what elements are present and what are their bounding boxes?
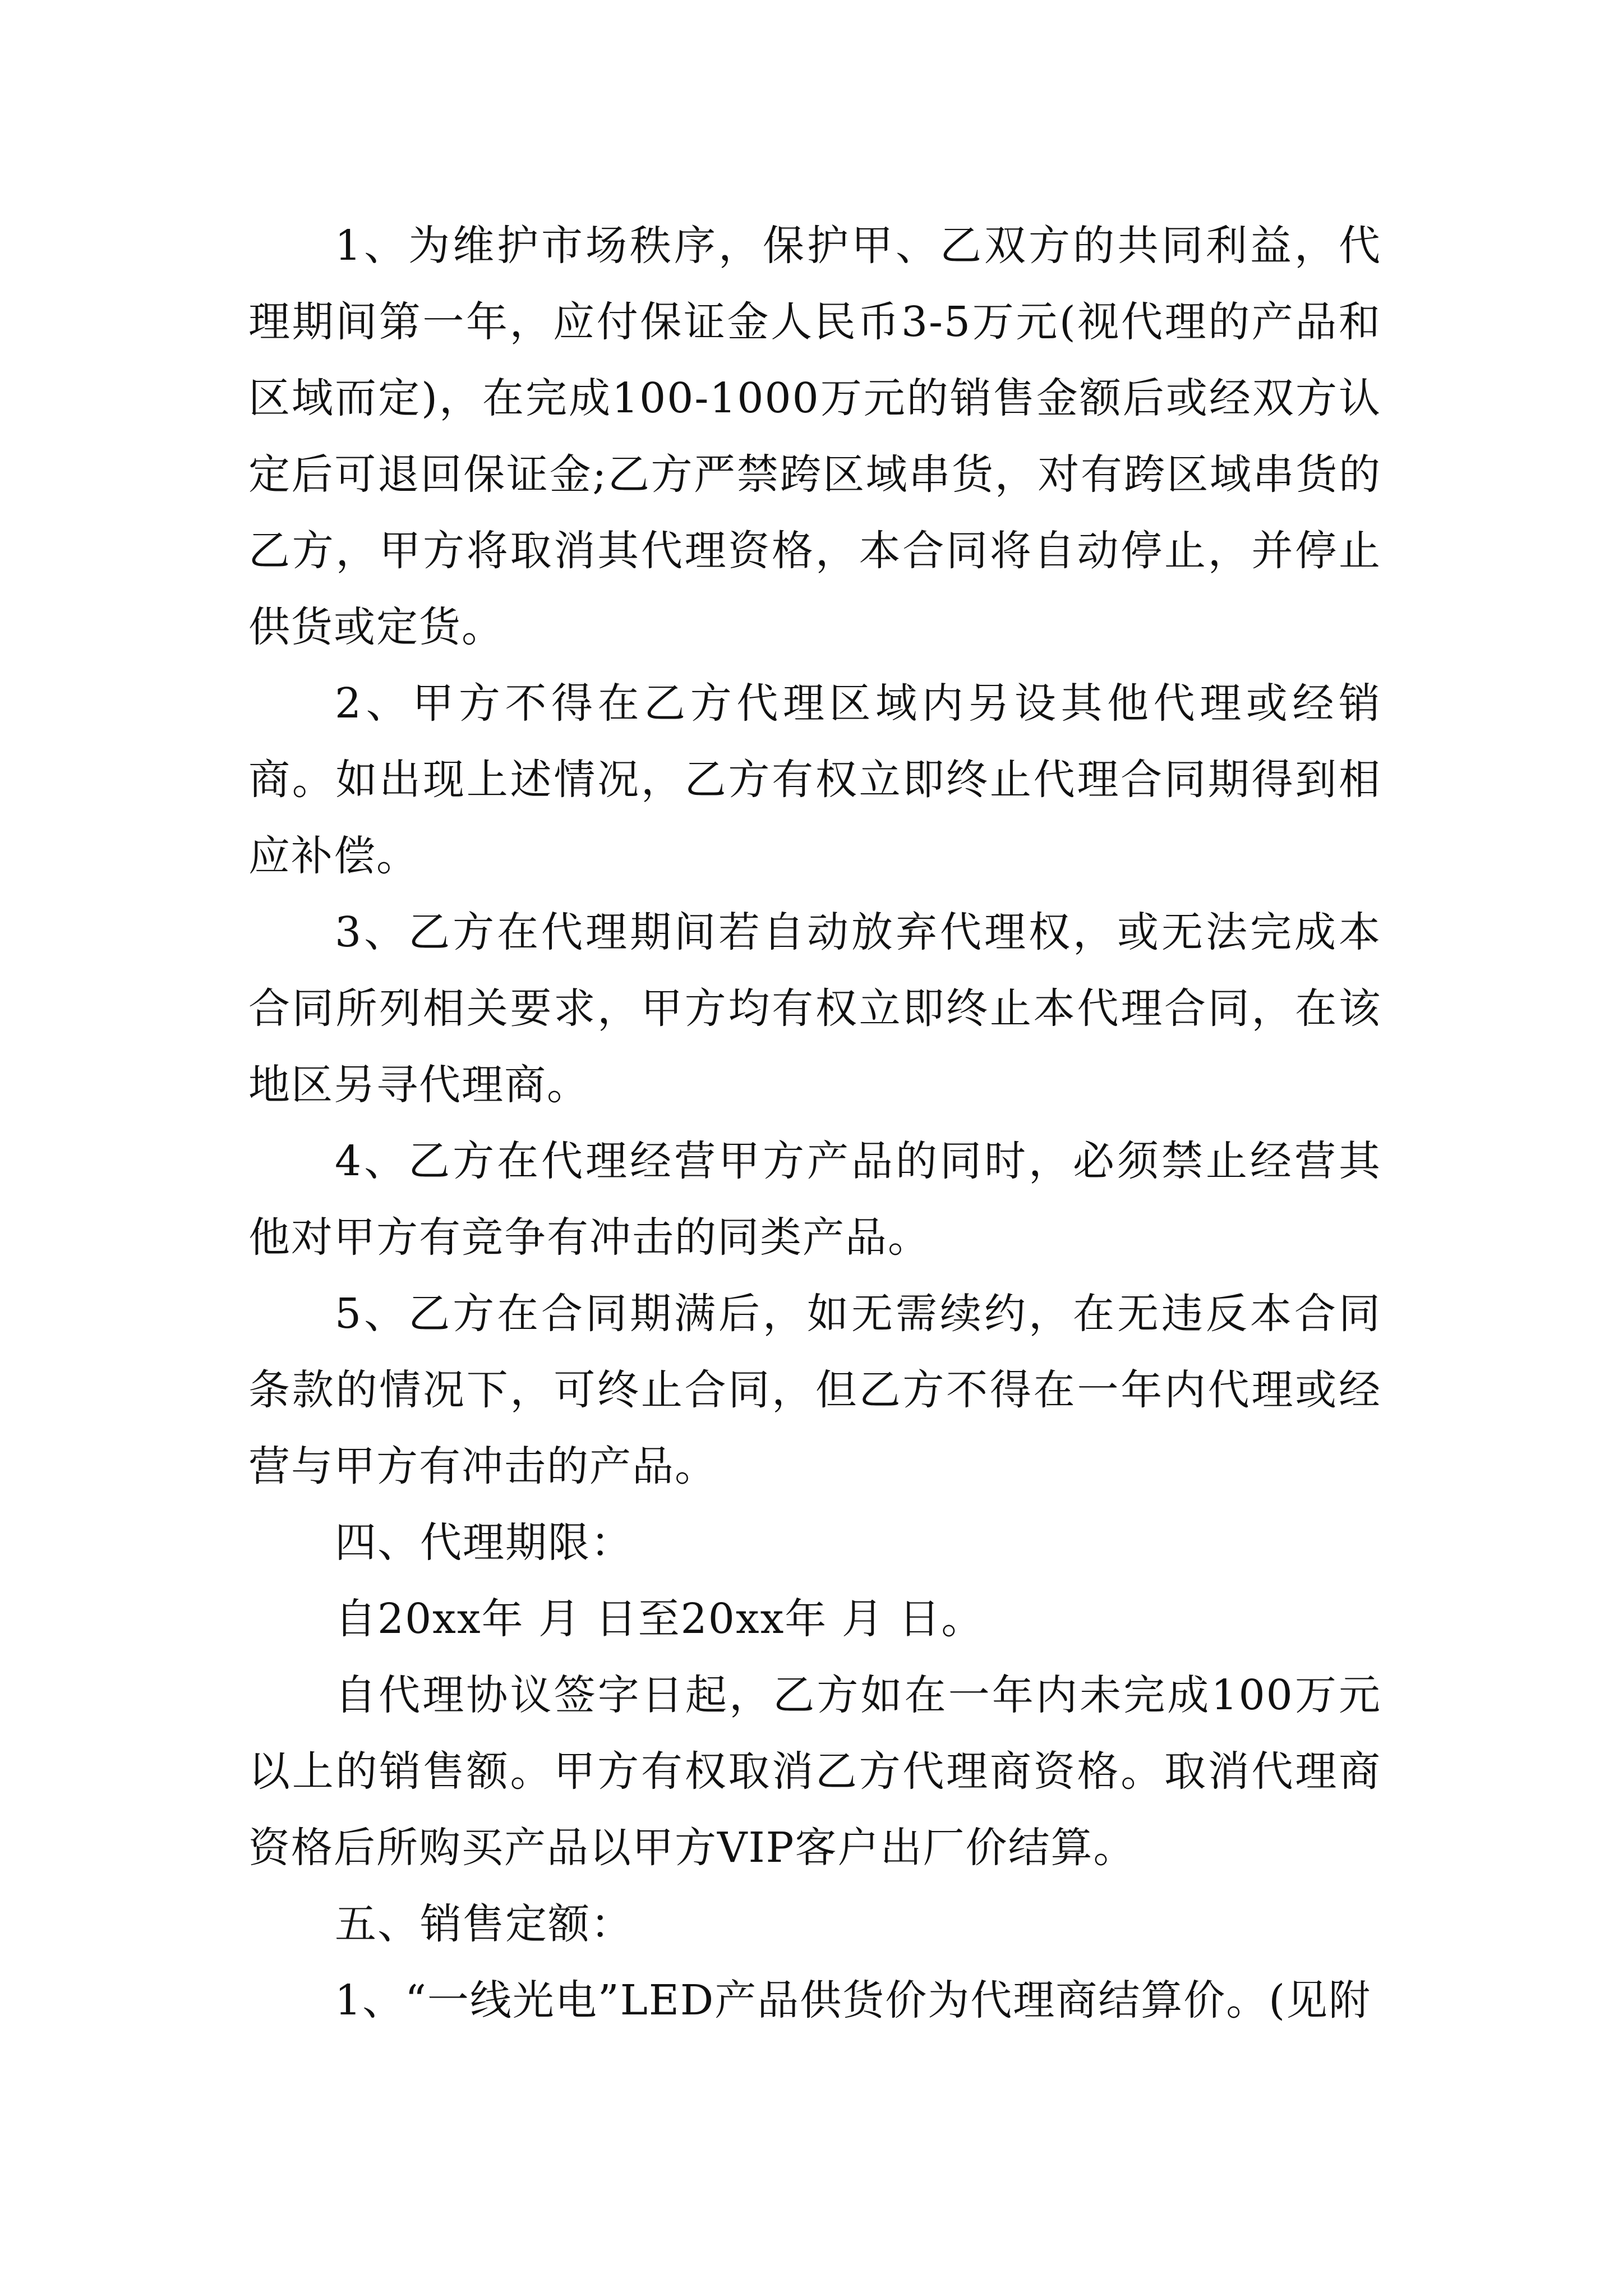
pricing-clause-paragraph: 1、“一线光电”LED产品供货价为代理商结算价。(见附 [335, 1976, 1372, 2024]
term-dates-paragraph: 自20xx年 月 日至20xx年 月 日。 [335, 1595, 984, 1643]
clause-expiry-paragraph: 5、乙方在合同期满后，如无需续约，在无违反本合同条款的情况下，可终止合同，但乙方不得在一年内代理或经营与甲方有冲击的产品。 [248, 1290, 1381, 1490]
clause-exclusive-area-paragraph: 2、甲方不得在乙方代理区域内另设其他代理或经销商。如出现上述情况，乙方有权立即终止代理合同期得到相应补偿。 [248, 679, 1381, 880]
clause-deposit-paragraph: 1、为维护市场秩序，保护甲、乙双方的共同利益，代理期间第一年，应付保证金人民币3-5万元(视代理的产品和区域而定)，在完成100-1000万元的销售金额后或经双方认定后可退回保证金;乙方严禁跨区域串货，对有跨区域串货的乙方，甲方将取消其代理资格，本合同将自动停止，并停止供货或定货。 [248, 222, 1381, 651]
section-heading-term: 四、代理期限： [335, 1519, 633, 1567]
clause-termination-paragraph: 3、乙方在代理期间若自动放弃代理权，或无法完成本合同所列相关要求，甲方均有权立即终止本代理合同，在该地区另寻代理商。 [248, 908, 1381, 1109]
section-heading-sales-quota: 五、销售定额： [335, 1900, 633, 1948]
sales-target-condition-paragraph: 自代理协议签字日起，乙方如在一年内未完成100万元以上的销售额。甲方有权取消乙方代理商资格。取消代理商资格后所购买产品以甲方VIP客户出厂价结算。 [248, 1671, 1381, 1872]
clause-competing-products-paragraph: 4、乙方在代理经营甲方产品的同时，必须禁止经营其他对甲方有竞争有冲击的同类产品。 [248, 1137, 1381, 1262]
document-body [248, 208, 1381, 2039]
